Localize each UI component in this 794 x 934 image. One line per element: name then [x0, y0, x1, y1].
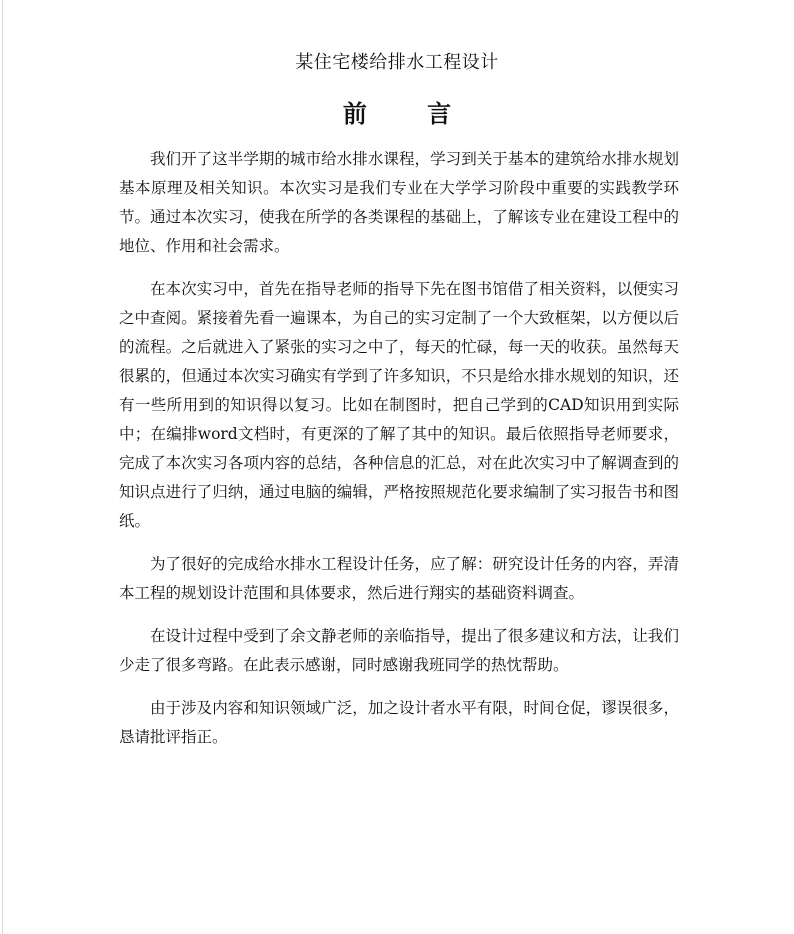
paragraph-4: 在设计过程中受到了余文静老师的亲临指导，提出了很多建议和方法，让我们少走了很多弯路。在此表示感谢，同时感谢我班同学的热忱帮助。: [119, 627, 679, 674]
document-title: 某住宅楼给排水工程设计: [295, 52, 499, 73]
paragraph-5: 由于涉及内容和知识领域广泛，加之设计者水平有限，时间仓促，谬误很多，恳请批评指正。: [119, 699, 679, 746]
paragraph-1: 我们开了这半学期的城市给水排水课程，学习到关于基本的建筑给水排水规划基本原理及相关知识。本次实习是我们专业在大学学习阶段中重要的实践教学环节。通过本次实习，使我在所学的各类课程的基础上，了解该专业在建设工程中的地位、作用和社会需求。: [119, 150, 679, 255]
section-heading-preface: 前 言: [342, 99, 478, 128]
preface-body: [119, 145, 679, 766]
paragraph-3: 为了很好的完成给水排水工程设计任务，应了解：研究设计任务的内容，弄清本工程的规划设计范围和具体要求，然后进行翔实的基础资料调查。: [119, 555, 679, 602]
paragraph-2: 在本次实习中，首先在指导老师的指导下先在图书馆借了相关资料，以便实习之中查阅。紧接着先看一遍课本，为自己的实习定制了一个大致框架，以方便以后的流程。之后就进入了紧张的实习之中了，每天的忙碌，每一天的收获。虽然每天很累的，但通过本次实习确实有学到了许多知识，不只是给水排水规划的知识，还有一些所用到的知识得以复习。比如在制图时，把自己学到的CAD知识用到实际中；在编排word文档时，有更深的了解了其中的知识。最后依照指导老师要求，完成了本次实习各项内容的总结，各种信息的汇总，对在此次实习中了解调查到的知识点进行了归纳，通过电脑的编辑，严格按照规范化要求编制了实习报告书和图纸。: [119, 280, 679, 530]
page-edge-line: [2, 0, 3, 934]
